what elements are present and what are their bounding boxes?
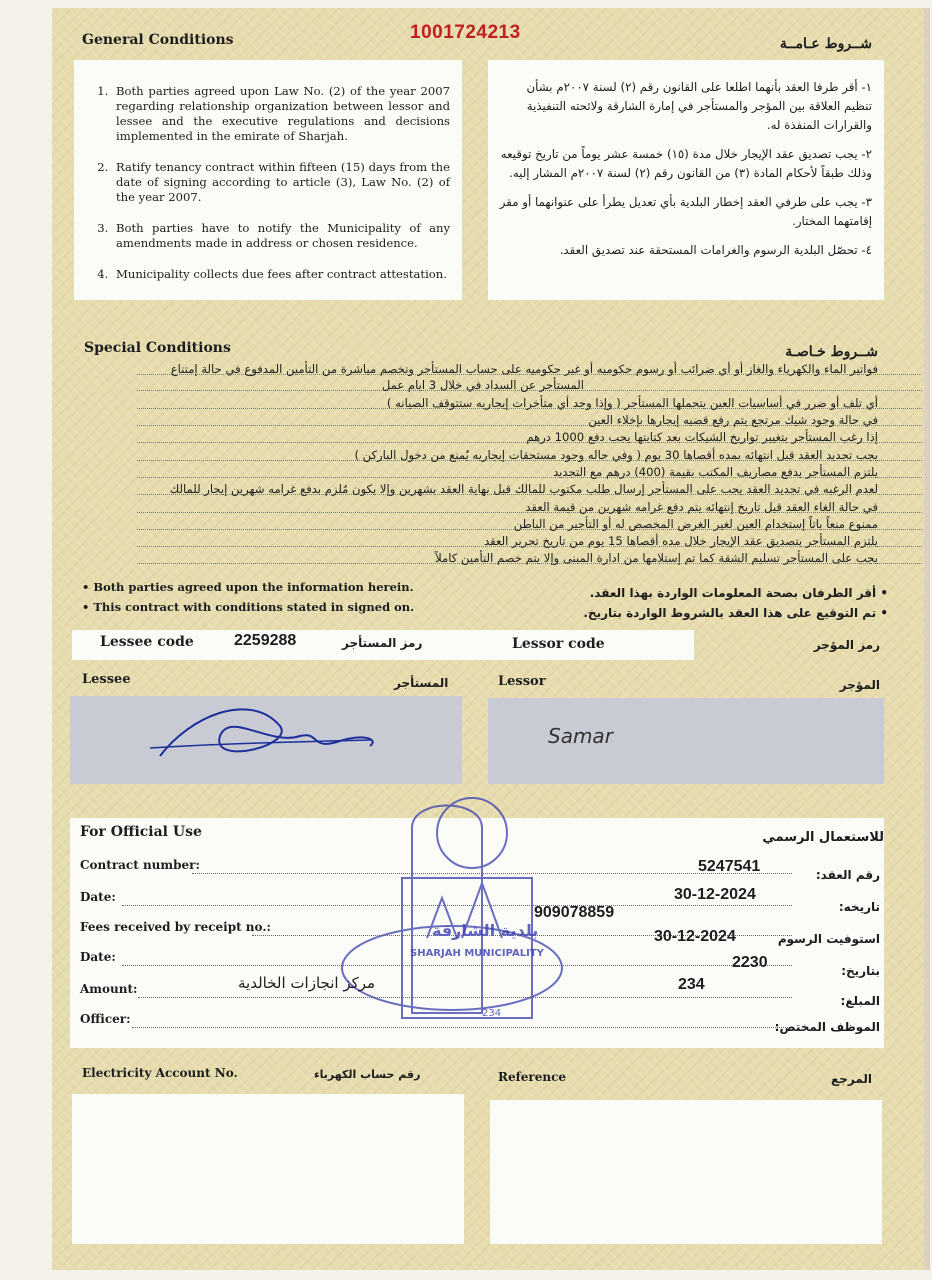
date2-label: Date: — [80, 950, 116, 964]
agreement-en-2: • This contract with conditions stated in signed on. — [82, 600, 415, 614]
officer-label-ar: الموظف المختص: — [774, 1020, 880, 1034]
officer-label: Officer: — [80, 1012, 131, 1026]
lessee-code-label-ar: رمز المستأجر — [342, 636, 423, 650]
lessee-label: Lessee — [82, 672, 131, 687]
lessee-label-ar: المستأجر — [394, 676, 449, 690]
general-item-ar-4: ٤- تحصّل البلدية الرسوم والغرامات المستحقة عند تصديق العقد. — [559, 243, 872, 257]
dotted-line — [132, 1026, 792, 1028]
reference-box — [490, 1100, 882, 1244]
agreement-ar-1: • أقر الطرفان بصحة المعلومات الواردة بهذا العقد. — [589, 586, 888, 600]
lessee-code-label: Lessee code — [100, 634, 194, 650]
special-item-9: في حالة الغاء العقد قبل تاريخ إنتهائه يتم دفع غرامه شهرين من قيمة العقد — [525, 500, 878, 514]
amount-label-ar: المبلغ: — [840, 994, 880, 1008]
date-label-ar: تاريخه: — [838, 900, 880, 914]
lessee-signature-box — [70, 696, 462, 784]
special-conditions-title-ar: شــروط خـاصـة — [785, 344, 878, 360]
date2-label-ar: بتاريخ: — [841, 964, 880, 978]
agreement-ar-2: • تم التوقيع على هذا العقد بالشروط الواردة بتاريخ. — [583, 606, 888, 620]
lessor-code-label-ar: رمز المؤجر — [813, 638, 880, 652]
special-item-3: أي تلف أو ضرر في أساسيات العين يتحملها المستأجر ( وإذا وجد أي متأخرات إيجاريه ستتوقف الصيانه ) — [386, 396, 878, 410]
lessor-label: Lessor — [498, 674, 546, 689]
agreement-en-1: • Both parties agreed upon the information herein. — [82, 580, 414, 594]
date-label: Date: — [80, 890, 116, 904]
lessor-label-ar: المؤجر — [839, 678, 880, 692]
special-conditions-title: Special Conditions — [84, 340, 231, 356]
general-conditions-en-box — [74, 60, 462, 300]
stamp-title-en: SHARJAH MUNICIPALITY — [410, 948, 544, 959]
special-item-12: يجب على المستأجر تسليم الشقة كما تم إستلامها من ادارة المبنى وإلا يتم خصم التأمين كاملاً — [435, 551, 878, 565]
special-item-4: في حالة وجود شيك مرتجع يتم رفع قضيه إيجارها بإخلاء العين — [588, 413, 878, 427]
dotted-line — [138, 996, 792, 998]
special-item-5: إذا رغب المستأجر بتغيير تواريخ الشيكات بعد كتابتها يجب دفع 1000 درهم — [526, 430, 878, 444]
special-item-11: يلتزم المستأجر بتصديق عقد الإيجار خلال مده أقصاها 15 يوم من تاريخ تحرير العقد — [484, 534, 878, 548]
general-conditions-ar-box — [488, 60, 884, 300]
stamp-title-ar: بلدية الشارقة — [432, 921, 539, 940]
fees-receipt-label-ar: استوفيت الرسوم — [777, 932, 880, 946]
electricity-account-label: Electricity Account No. — [82, 1066, 238, 1080]
stamp-number: 234 — [482, 1008, 502, 1019]
lessor-signature: Samar — [548, 724, 613, 748]
general-item-3: 3. Both parties have to notify the Municipality of any amendments made in address or chosen residence. — [112, 221, 450, 251]
contract-number-value: 5247541 — [698, 858, 761, 875]
special-item-1: فواتير الماء والكهرباء والغاز أو أي ضرائب أو رسوم حكوميه أو غير حكوميه على حساب المستأجر وتخصم مباشرة من التأمين المدفوع في حالة إمتناع — [170, 362, 878, 376]
special-item-10: ممنوع منعاً باتاً إستخدام العين لغير الغرض المخصص له أو التأجير من الباطن — [513, 517, 878, 531]
general-conditions-title: General Conditions — [82, 32, 234, 48]
general-item-2: 2. Ratify tenancy contract within fifteen (15) days from the date of signing according to article (3), Law No. (2) of the year 2007. — [112, 160, 450, 205]
lessee-code-value: 2259288 — [234, 632, 297, 649]
lessee-signature-icon — [70, 696, 462, 784]
fees-receipt-label: Fees received by receipt no.: — [80, 920, 271, 934]
amount-label: Amount: — [80, 982, 138, 996]
contract-number-label: Contract number: — [80, 858, 200, 872]
reference-label-ar: المرجع — [831, 1072, 872, 1086]
general-item-ar-2: ٢- يجب تصديق عقد الإيجار خلال مدة (١٥) خمسة عشر يوماً من تاريخ توقيعه وذلك طبقاً لأحكام المادة (٣) من القانون رقم (٢) لسنة ٢٠٠٧م المشار إليه. — [500, 147, 872, 180]
electricity-account-box — [72, 1094, 464, 1244]
dotted-line — [122, 964, 792, 966]
contract-page — [52, 8, 930, 1270]
reference-label: Reference — [498, 1070, 567, 1084]
fees-date-value: 30-12-2024 — [654, 928, 736, 945]
special-item-2: المستأجر عن السداد في خلال 3 ايام عمل — [381, 378, 584, 392]
date2-value: 2230 — [732, 954, 768, 971]
date-value: 30-12-2024 — [674, 886, 756, 903]
amount-value: 234 — [678, 976, 705, 993]
serial-number: 1001724213 — [410, 22, 521, 43]
official-use-title: For Official Use — [80, 824, 202, 840]
general-item-1: 1. Both parties agreed upon Law No. (2) of the year 2007 regarding relationship organization between lessor and lessee and the executive regulations and decisions implemented in the emirate of Sharjah. — [112, 84, 450, 144]
lessor-signature-box — [488, 698, 884, 784]
lessor-code-label: Lessor code — [512, 636, 605, 652]
amount-text-ar: مركز انجازات الخالدية — [238, 974, 376, 992]
general-item-ar-1: ١- أقر طرفا العقد بأنهما اطلعا على القانون رقم (٢) لسنة ٢٠٠٧م بشأن تنظيم العلاقة بين المؤجر والمستأجر في إمارة الشارقة ولائحته التنفيذية والقرارات المنفذة له. — [526, 80, 872, 132]
special-item-8: لعدم الرغبه في تجديد العقد يجب على المستأجر إرسال طلب مكتوب للمالك قبل نهاية العقد بشهرين وإلا يكون مُلزم بدفع غرامه شهرين إيجار للمالك — [169, 482, 878, 496]
general-conditions-title-ar: شــروط عـامــة — [779, 36, 872, 52]
special-item-6: يجب تجديد العقد قبل انتهائه بمده أقصاها 30 يوم ( وفي حاله وجود مستحقات إيجاريه يُمنع من دخول الباركن ) — [354, 448, 878, 462]
fees-receipt-value: 909078859 — [534, 904, 615, 921]
general-item-ar-3: ٣- يجب على طرفي العقد إخطار البلدية بأي تعديل يطرأ على عنوانهما أو مقر إقامتهما المختار. — [499, 195, 872, 228]
electricity-account-label-ar: رقم حساب الكهرباء — [314, 1068, 421, 1081]
official-use-title-ar: للاستعمال الرسمي — [762, 830, 884, 845]
special-item-7: يلتزم المستأجر بدفع مصاريف المكتب بقيمة (400) درهم مع التجديد — [553, 465, 878, 479]
contract-number-label-ar: رقم العقد: — [815, 868, 880, 882]
dotted-line — [122, 904, 792, 906]
general-item-4: 4. Municipality collects due fees after contract attestation. — [112, 267, 450, 282]
